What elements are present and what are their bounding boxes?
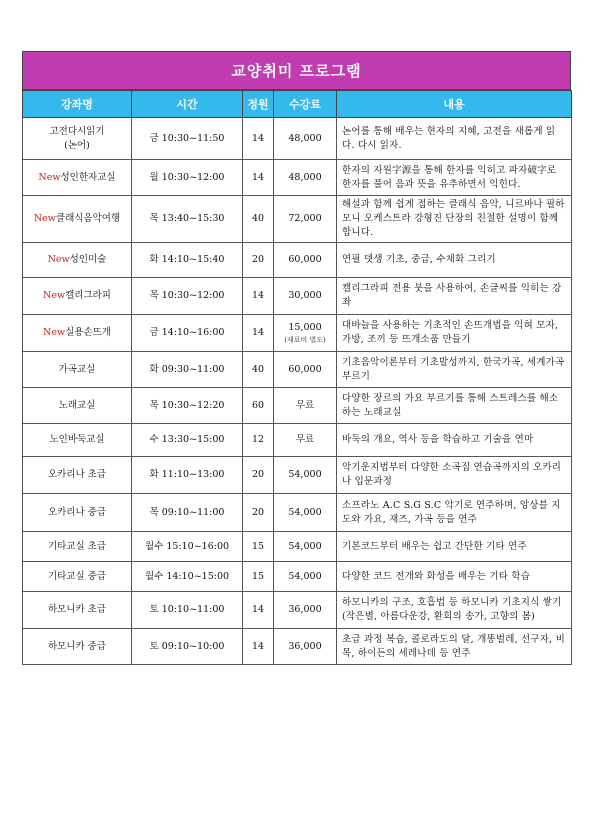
fee-value: 36,000 (288, 604, 322, 615)
fee-cell (274, 352, 337, 388)
fee-value: 48,000 (288, 132, 322, 144)
time-cell: 토 10:10~11:00 (132, 592, 243, 629)
fee-cell (274, 592, 337, 629)
table-row (23, 278, 572, 315)
course-name-text: 성인한자교실 (60, 171, 116, 183)
course-name-text: 오카리나 초급 (47, 469, 107, 480)
table-row (23, 196, 572, 243)
course-name (26, 468, 128, 482)
course-name-text: 가곡교실 (58, 363, 96, 375)
fee-cell (274, 562, 337, 592)
fee-cell (274, 388, 337, 424)
fee-value: 무료 (295, 434, 315, 445)
content-cell: 하모니카의 구조, 호흡법 등 하모니카 기초지식 쌓기(작은별, 아름다운강, 환희의 송가, 고향의 봄) (337, 592, 572, 629)
course-name-text: 하모니카 중급 (47, 640, 107, 652)
new-tag: New (43, 327, 66, 338)
fee-cell (274, 160, 337, 196)
time-cell: 금 14:10~16:00 (132, 315, 243, 352)
fee-cell (274, 196, 337, 243)
fee-value: 54,000 (288, 570, 322, 582)
course-name-text: 고전다시읽기 (49, 125, 105, 137)
course-name (26, 212, 128, 226)
capacity-cell: 14 (243, 278, 274, 315)
content-cell: 연필 뎃생 기초, 중급, 수채화 그리기 (337, 243, 572, 278)
time-cell: 목 09:10~11:00 (132, 494, 243, 532)
capacity-cell: 40 (243, 352, 274, 388)
capacity-cell: 20 (243, 494, 274, 532)
new-tag: New (47, 254, 70, 265)
capacity-cell: 15 (243, 532, 274, 562)
header-course-name: 강좌명 (23, 91, 132, 118)
time-cell: 월수 15:10~16:00 (132, 532, 243, 562)
content-cell: 기본코드부터 배우는 쉽고 간단한 기타 연주 (337, 532, 572, 562)
capacity-cell: 12 (243, 424, 274, 457)
course-name-cell (23, 243, 132, 278)
content-cell: 해설과 함께 쉽게 접하는 클래식 음악, 니르바나 필하모니 오케스트라 강형진 단장의 친절한 설명이 함께 합니다. (337, 196, 572, 243)
course-name-text: 클래식음악여행 (55, 213, 121, 224)
fee-value: 15,000 (288, 322, 322, 333)
table-row (23, 388, 572, 424)
course-name (26, 253, 128, 267)
capacity-cell: 20 (243, 457, 274, 494)
fee-value: 무료 (295, 399, 315, 411)
content-cell: 대바늘을 사용하는 기초적인 손뜨개법을 익혀 모자, 가방, 조끼 등 뜨개소품 만들기 (337, 315, 572, 352)
time-cell: 월수 14:10~15:00 (132, 562, 243, 592)
course-name (26, 640, 128, 654)
course-name-cell (23, 629, 132, 665)
course-name-cell (23, 278, 132, 315)
course-name-text: 노래교실 (58, 399, 96, 411)
table-row (23, 315, 572, 352)
content-cell: 다양한 장르의 가요 부르기를 통해 스트레스를 해소하는 노래교실 (337, 388, 572, 424)
table-row (23, 592, 572, 629)
header-time: 시간 (132, 91, 243, 118)
course-name (26, 289, 128, 303)
table-row (23, 160, 572, 196)
time-cell: 월 10:30~12:00 (132, 160, 243, 196)
program-table (22, 90, 572, 665)
course-name-text: 기타교실 중급 (47, 570, 107, 582)
fee-value: 60,000 (288, 254, 322, 265)
time-cell: 목 10:30~12:00 (132, 278, 243, 315)
fee-cell (274, 315, 337, 352)
course-name-cell (23, 457, 132, 494)
table-row (23, 457, 572, 494)
course-name-cell (23, 315, 132, 352)
course-name-cell (23, 196, 132, 243)
course-name (26, 363, 128, 377)
time-cell: 토 09:10~10:00 (132, 629, 243, 665)
capacity-cell: 14 (243, 592, 274, 629)
table-row (23, 352, 572, 388)
table-row (23, 629, 572, 665)
capacity-cell: 20 (243, 243, 274, 278)
time-cell: 화 09:30~11:00 (132, 352, 243, 388)
fee-value: 54,000 (288, 469, 322, 480)
course-name (26, 171, 128, 185)
fee-cell (274, 457, 337, 494)
content-cell: 기초음악이론부터 기초발성까지, 한국가곡, 세계가곡 부르기 (337, 352, 572, 388)
fee-cell (274, 494, 337, 532)
table-row (23, 562, 572, 592)
content-cell: 초급 과정 복습, 콜로라도의 달, 개똥벌레, 선구자, 비목, 하이든의 세레나데 등 연주 (337, 629, 572, 665)
course-name-cell (23, 592, 132, 629)
header-capacity: 정원 (243, 91, 274, 118)
fee-value: 60,000 (288, 363, 322, 375)
new-tag: New (38, 171, 61, 183)
table-row (23, 424, 572, 457)
course-name-cell (23, 494, 132, 532)
course-name-cell (23, 118, 132, 160)
course-name-cell (23, 160, 132, 196)
fee-cell (274, 629, 337, 665)
capacity-cell: 15 (243, 562, 274, 592)
time-cell: 화 14:10~15:40 (132, 243, 243, 278)
capacity-cell: 14 (243, 629, 274, 665)
fee-value: 54,000 (288, 540, 322, 552)
new-tag: New (33, 213, 56, 224)
header-content: 내용 (337, 91, 572, 118)
course-name-text: 성인미술 (69, 254, 107, 265)
course-name-text: 노인바둑교실 (49, 434, 105, 445)
course-name-cell (23, 562, 132, 592)
content-cell: 소프라노 A.C S.G S.C 악기로 연주하며, 앙상블 지도와 가요, 재즈, 가곡 등을 연주 (337, 494, 572, 532)
content-cell: 한자의 자원字源을 통해 한자를 익히고 파자破字로 한자를 풀어 음과 뜻을 유추하면서 익힌다. (337, 160, 572, 196)
fee-cell (274, 243, 337, 278)
table-row (23, 532, 572, 562)
time-cell: 수 13:30~15:00 (132, 424, 243, 457)
new-tag: New (43, 290, 66, 301)
course-name-text: 하모니카 초급 (47, 604, 107, 615)
fee-cell (274, 424, 337, 457)
fee-value: 36,000 (288, 640, 322, 652)
time-cell: 금 10:30~11:50 (132, 118, 243, 160)
course-name (26, 570, 128, 584)
fee-note: (재료비 별도) (284, 336, 326, 344)
course-name (26, 506, 128, 520)
course-name-text: 오카리나 중급 (47, 506, 107, 518)
content-cell: 논어를 통해 배우는 현자의 지혜, 고전을 새롭게 읽다. 다시 읽자. (337, 118, 572, 160)
page-title: 교양취미 프로그램 (22, 51, 571, 90)
capacity-cell: 14 (243, 315, 274, 352)
capacity-cell: 14 (243, 160, 274, 196)
table-row (23, 243, 572, 278)
fee-cell (274, 118, 337, 160)
capacity-cell: 40 (243, 196, 274, 243)
fee-value: 72,000 (288, 213, 322, 224)
course-name-text: 캘리그라피 (65, 290, 111, 301)
content-cell: 악기운지법부터 다양한 소곡집 연습곡까지의 오카리나 입문과정 (337, 457, 572, 494)
course-name-cell (23, 424, 132, 457)
content-cell: 바둑의 개요, 역사 등을 학습하고 기술을 연마 (337, 424, 572, 457)
course-name-cell (23, 352, 132, 388)
table-row (23, 118, 572, 160)
program-sheet (22, 51, 571, 665)
time-cell: 목 13:40~15:30 (132, 196, 243, 243)
course-name-text: 기타교실 초급 (47, 540, 107, 552)
course-name (26, 540, 128, 554)
course-name-text: 실용손뜨개 (65, 327, 111, 338)
fee-value: 54,000 (288, 506, 322, 518)
fee-value: 30,000 (288, 290, 322, 301)
course-name (26, 125, 128, 139)
capacity-cell: 60 (243, 388, 274, 424)
course-name (26, 399, 128, 413)
fee-cell (274, 278, 337, 315)
table-row (23, 494, 572, 532)
course-name (26, 433, 128, 447)
time-cell: 목 10:30~12:20 (132, 388, 243, 424)
time-cell: 화 11:10~13:00 (132, 457, 243, 494)
fee-cell (274, 532, 337, 562)
course-name (26, 603, 128, 617)
course-name-cell (23, 532, 132, 562)
content-cell: 다양한 코드 전개와 화성을 배우는 기타 학습 (337, 562, 572, 592)
fee-value: 48,000 (288, 171, 322, 183)
header-row (23, 91, 572, 118)
course-name (26, 326, 128, 340)
content-cell: 캘리그라피 전용 붓을 사용하여, 손글씨를 익히는 강좌 (337, 278, 572, 315)
capacity-cell: 14 (243, 118, 274, 160)
course-name-sub: (논어) (64, 139, 90, 151)
header-fee: 수강료 (274, 91, 337, 118)
course-name-cell (23, 388, 132, 424)
